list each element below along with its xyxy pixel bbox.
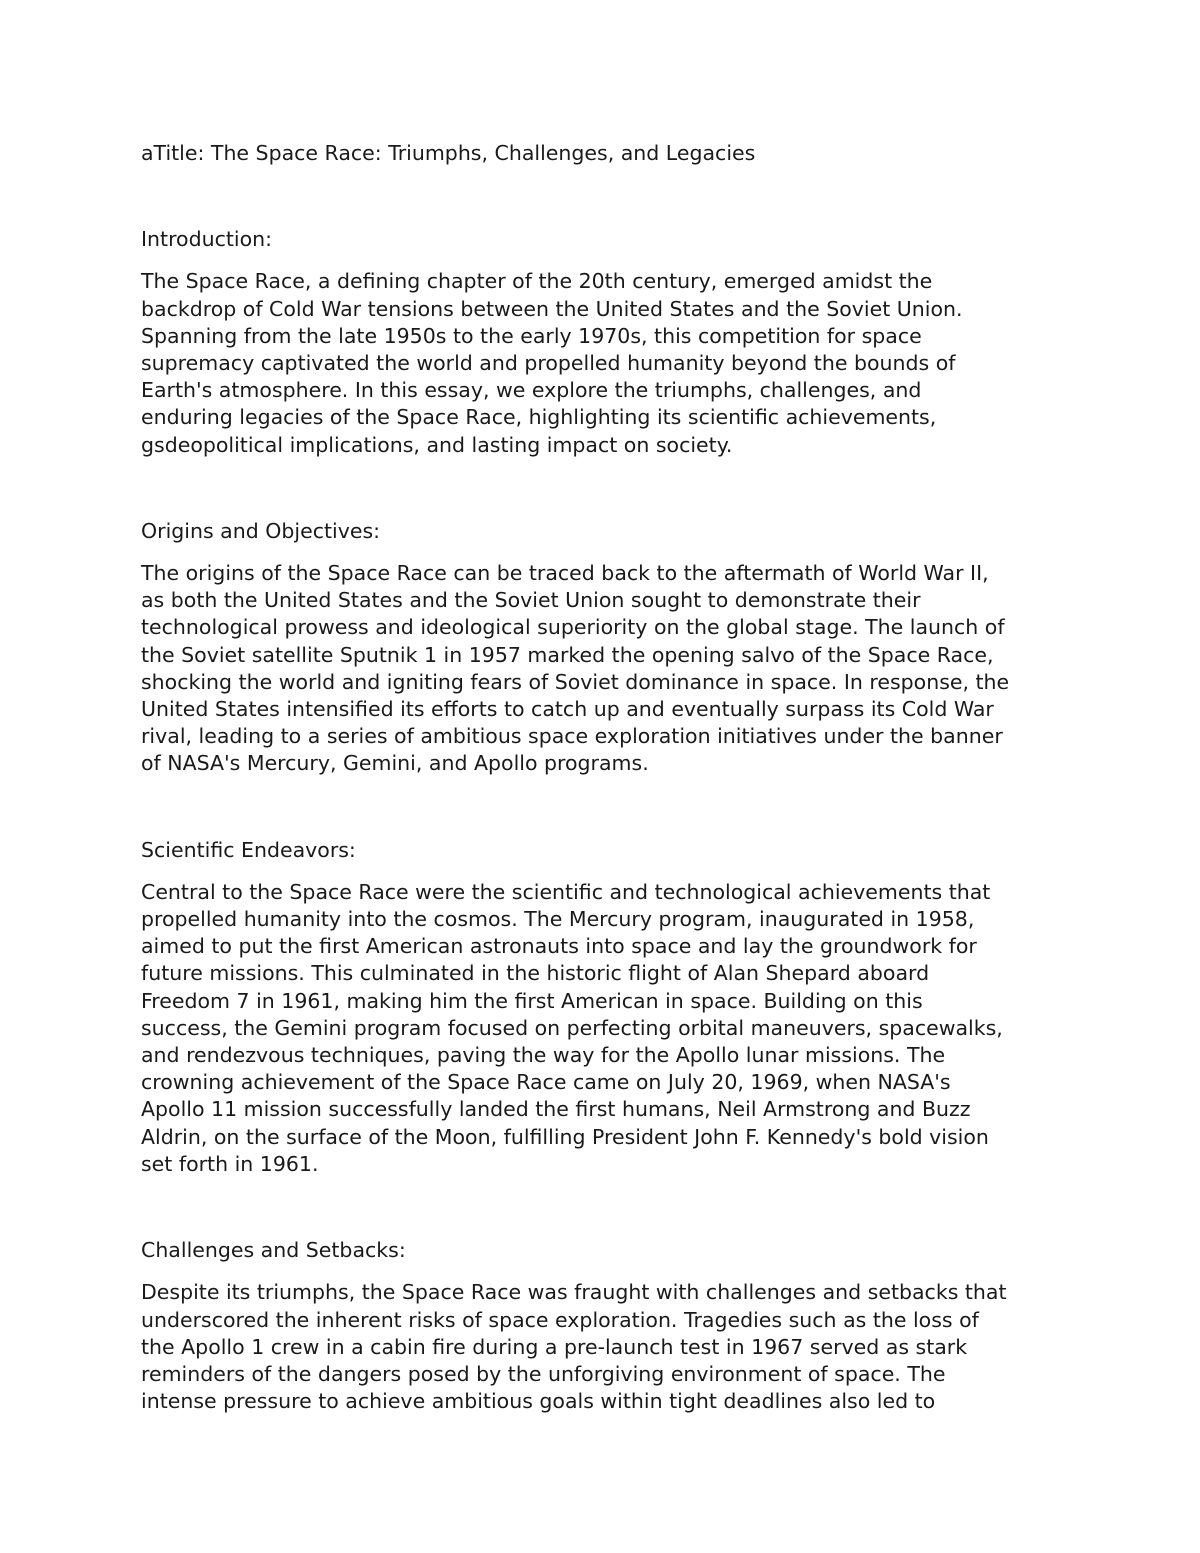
paragraph-line: of NASA's Mercury, Gemini, and Apollo programs. bbox=[141, 751, 649, 776]
paragraph-line: and rendezvous techniques, paving the way for the Apollo lunar missions. The bbox=[141, 1043, 946, 1068]
section-paragraph bbox=[141, 879, 1071, 1178]
paragraph-line: enduring legacies of the Space Race, highlighting its scientific achievements, bbox=[141, 405, 937, 430]
section-spacer bbox=[141, 459, 1071, 518]
section-origins bbox=[141, 518, 1071, 778]
paragraph-line: Freedom 7 in 1961, making him the first American in space. Building on this bbox=[141, 988, 923, 1013]
paragraph-line: rival, leading to a series of ambitious space exploration initiatives under the banner bbox=[141, 724, 1003, 749]
section-heading: Scientific Endeavors: bbox=[141, 837, 356, 862]
paragraph-line: reminders of the dangers posed by the unforgiving environment of space. The bbox=[141, 1361, 946, 1386]
document-body bbox=[141, 140, 1071, 1415]
section-heading: Introduction: bbox=[141, 227, 273, 252]
section-paragraph bbox=[141, 560, 1071, 778]
paragraph-line: success, the Gemini program focused on perfecting orbital maneuvers, spacewalks, bbox=[141, 1015, 1003, 1040]
section-heading: Origins and Objectives: bbox=[141, 518, 381, 543]
paragraph-line: The origins of the Space Race can be traced back to the aftermath of World War II, bbox=[141, 561, 989, 586]
paragraph-line: Despite its triumphs, the Space Race was fraught with challenges and setbacks that bbox=[141, 1280, 1007, 1305]
section-spacer bbox=[141, 1178, 1071, 1237]
paragraph-line: intense pressure to achieve ambitious goals within tight deadlines also led to bbox=[141, 1389, 936, 1414]
section-paragraph bbox=[141, 268, 1071, 458]
paragraph-line: shocking the world and igniting fears of Soviet dominance in space. In response, the bbox=[141, 669, 1010, 694]
paragraph-line: aimed to put the first American astronauts into space and lay the groundwork for bbox=[141, 934, 977, 959]
paragraph-line: future missions. This culminated in the historic flight of Alan Shepard aboard bbox=[141, 961, 930, 986]
section-spacer bbox=[141, 778, 1071, 837]
section-introduction bbox=[141, 226, 1071, 459]
paragraph-line: crowning achievement of the Space Race came on July 20, 1969, when NASA's bbox=[141, 1070, 951, 1095]
paragraph-line: technological prowess and ideological superiority on the global stage. The launch of bbox=[141, 615, 1005, 640]
paragraph-line: Aldrin, on the surface of the Moon, fulfilling President John F. Kennedy's bold vision bbox=[141, 1124, 989, 1149]
paragraph-line: Apollo 11 mission successfully landed the first humans, Neil Armstrong and Buzz bbox=[141, 1097, 971, 1122]
paragraph-line: as both the United States and the Soviet Union sought to demonstrate their bbox=[141, 588, 921, 613]
paragraph-line: Central to the Space Race were the scientific and technological achievements that bbox=[141, 879, 991, 904]
paragraph-line: The Space Race, a defining chapter of the 20th century, emerged amidst the bbox=[141, 269, 933, 294]
paragraph-line: United States intensified its efforts to catch up and eventually surpass its Cold War bbox=[141, 697, 994, 722]
section-challenges bbox=[141, 1237, 1071, 1415]
paragraph-line: underscored the inherent risks of space exploration. Tragedies such as the loss of bbox=[141, 1307, 979, 1332]
paragraph-line: supremacy captivated the world and propelled humanity beyond the bounds of bbox=[141, 351, 956, 376]
paragraph-line: set forth in 1961. bbox=[141, 1151, 319, 1176]
document-title: aTitle: The Space Race: Triumphs, Challenges, and Legacies bbox=[141, 141, 756, 165]
section-scientific bbox=[141, 837, 1071, 1178]
paragraph-line: gsdeopolitical implications, and lasting impact on society. bbox=[141, 432, 733, 457]
paragraph-line: the Apollo 1 crew in a cabin fire during a pre-launch test in 1967 served as stark bbox=[141, 1334, 968, 1359]
paragraph-line: Earth's atmosphere. In this essay, we explore the triumphs, challenges, and bbox=[141, 378, 922, 403]
paragraph-line: propelled humanity into the cosmos. The Mercury program, inaugurated in 1958, bbox=[141, 907, 975, 932]
paragraph-line: backdrop of Cold War tensions between the United States and the Soviet Union. bbox=[141, 296, 963, 321]
section-paragraph bbox=[141, 1279, 1071, 1415]
paragraph-line: the Soviet satellite Sputnik 1 in 1957 marked the opening salvo of the Space Race, bbox=[141, 642, 994, 667]
section-heading: Challenges and Setbacks: bbox=[141, 1238, 406, 1263]
paragraph-line: Spanning from the late 1950s to the early 1970s, this competition for space bbox=[141, 323, 922, 348]
